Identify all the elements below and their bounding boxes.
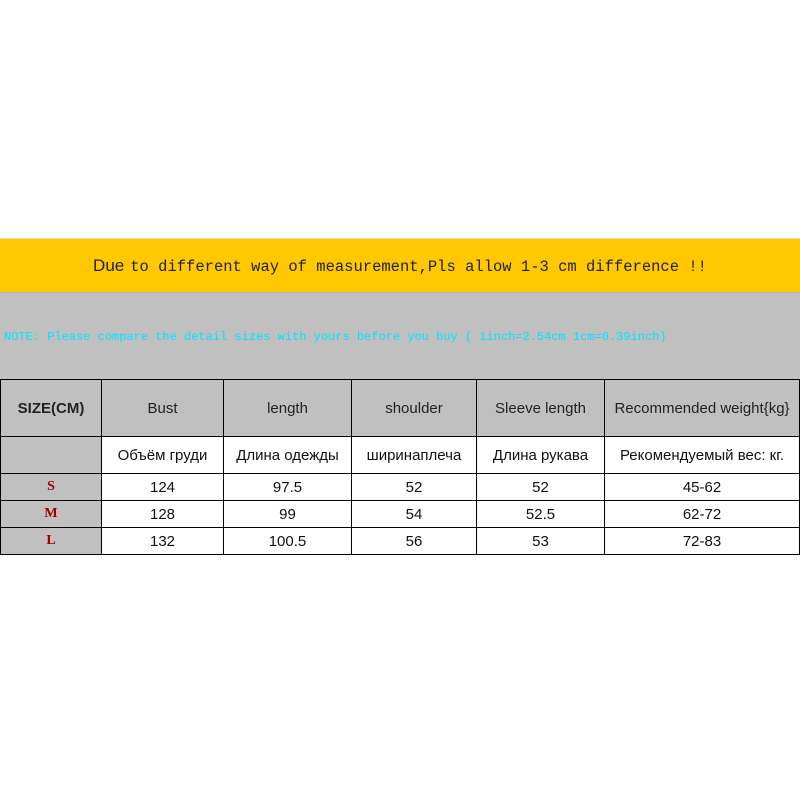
- notice-text: to different way of measurement,Pls allow 1-3 cm difference !!: [130, 258, 707, 276]
- bust-cell: 124: [102, 474, 224, 501]
- header-bust: Bust: [102, 380, 224, 437]
- size-cell: L: [1, 528, 102, 555]
- size-cell: S: [1, 474, 102, 501]
- header-ru-sleeve: Длина рукава: [477, 437, 605, 474]
- table-row: [1, 528, 800, 555]
- table-row: [1, 501, 800, 528]
- header-shoulder: shoulder: [352, 380, 477, 437]
- header-length: length: [224, 380, 352, 437]
- length-cell: 100.5: [224, 528, 352, 555]
- header-ru-bust: Объём груди: [102, 437, 224, 474]
- header-ru-blank: [1, 437, 102, 474]
- weight-cell: 72-83: [605, 528, 800, 555]
- sleeve-cell: 52.5: [477, 501, 605, 528]
- shoulder-cell: 54: [352, 501, 477, 528]
- bust-cell: 128: [102, 501, 224, 528]
- bust-cell: 132: [102, 528, 224, 555]
- notice-lead: Due: [93, 256, 125, 275]
- header-row-russian: [1, 437, 800, 474]
- shoulder-cell: 52: [352, 474, 477, 501]
- weight-cell: 45-62: [605, 474, 800, 501]
- shoulder-cell: 56: [352, 528, 477, 555]
- header-ru-shoulder: ширинаплеча: [352, 437, 477, 474]
- header-ru-weight: Рекомендуемый вес: кг.: [605, 437, 800, 474]
- size-note: NOTE: Please compare the detail sizes with yours before you buy ( 1inch=2.54cm 1cm=0.39inch): [4, 330, 667, 344]
- measurement-notice: [93, 256, 707, 276]
- sleeve-cell: 53: [477, 528, 605, 555]
- header-sleeve-length: Sleeve length: [477, 380, 605, 437]
- measurement-notice-banner: [0, 238, 800, 293]
- table-row: [1, 474, 800, 501]
- header-row: [1, 380, 800, 437]
- length-cell: 97.5: [224, 474, 352, 501]
- header-size: SIZE(CM): [1, 380, 102, 437]
- header-recommended-weight: Recommended weight{kg}: [605, 380, 800, 437]
- size-cell: M: [1, 501, 102, 528]
- size-chart-table: [0, 379, 800, 555]
- sleeve-cell: 52: [477, 474, 605, 501]
- length-cell: 99: [224, 501, 352, 528]
- weight-cell: 62-72: [605, 501, 800, 528]
- header-ru-length: Длина одежды: [224, 437, 352, 474]
